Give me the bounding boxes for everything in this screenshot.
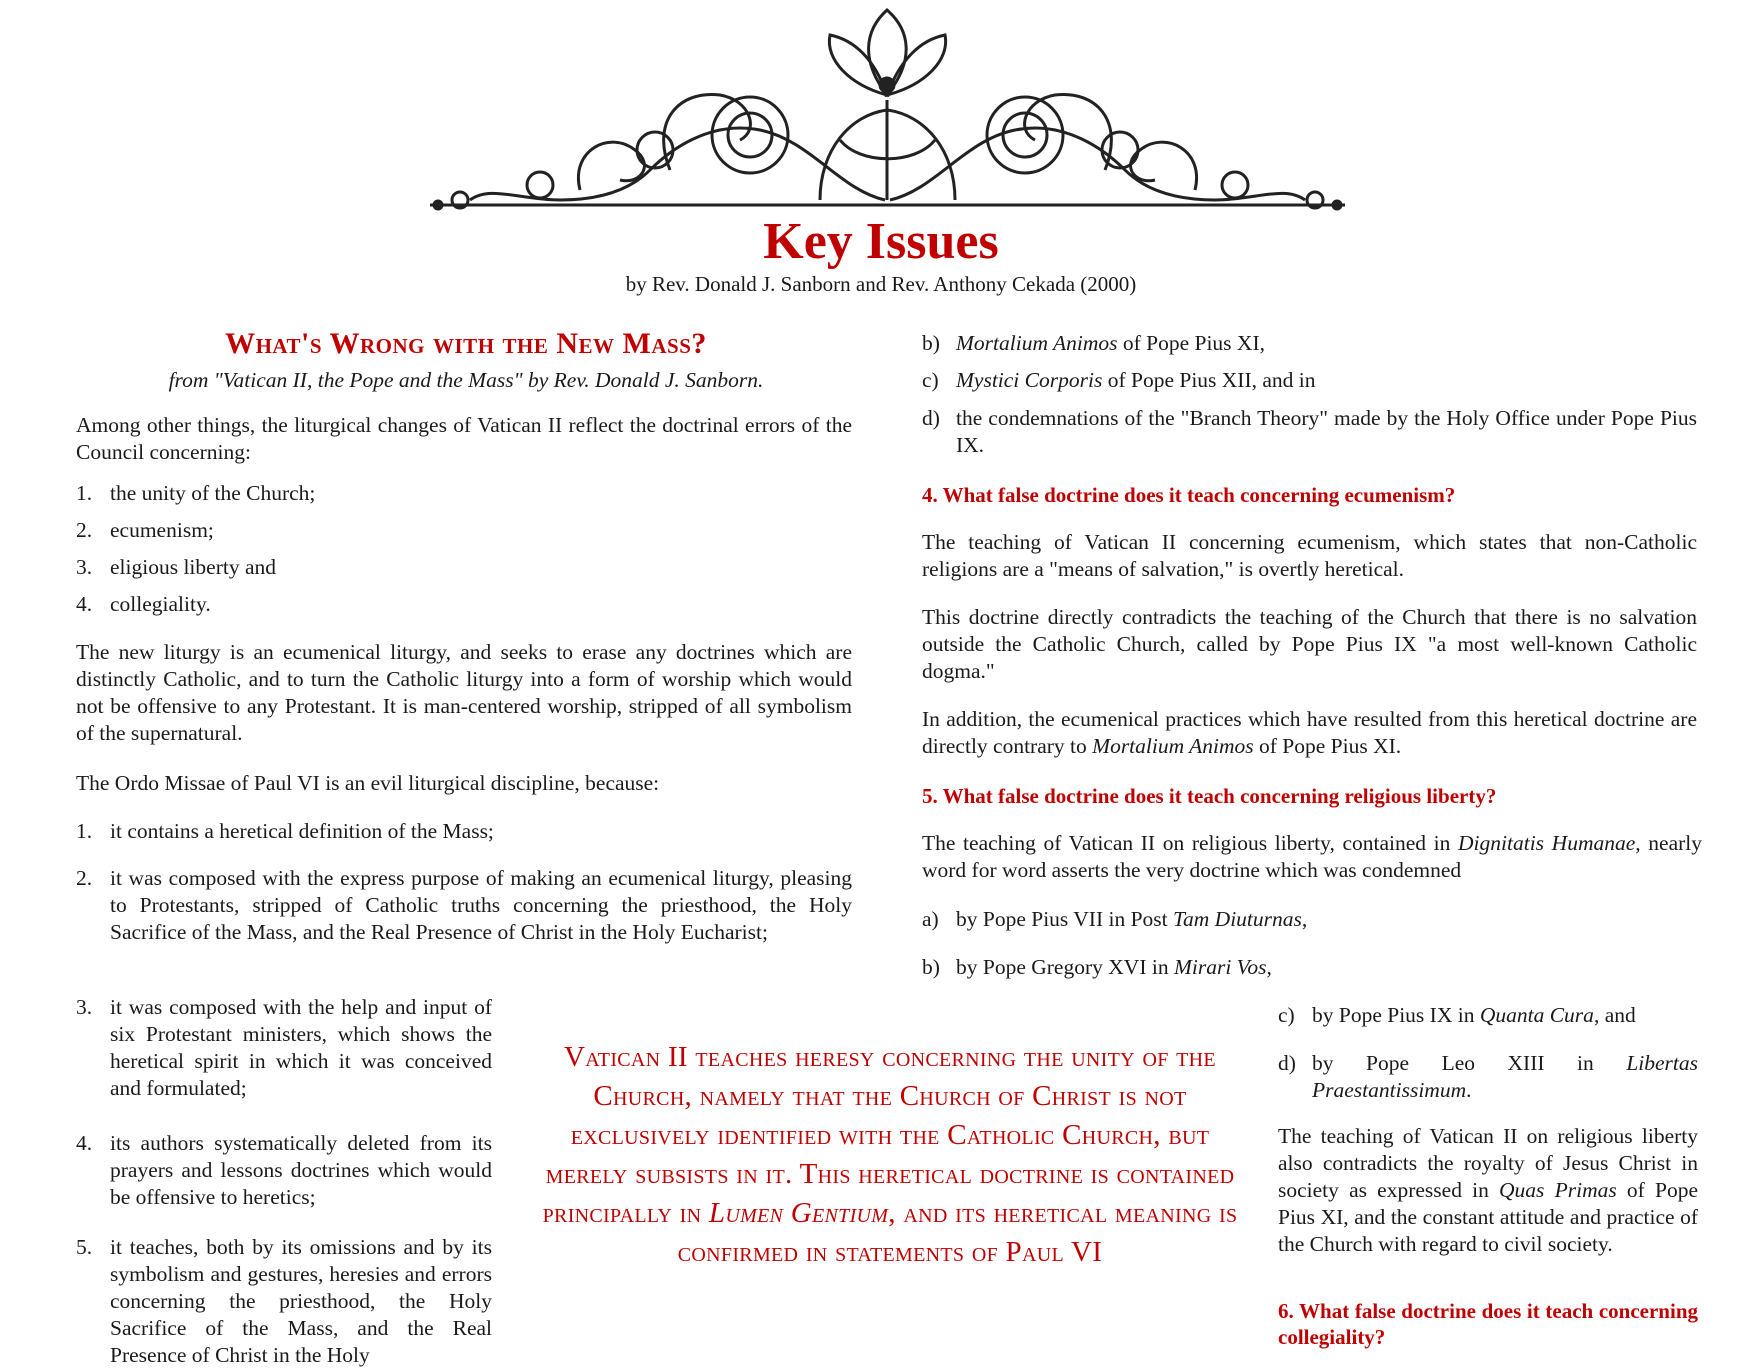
list-item bbox=[76, 554, 852, 581]
section-heading: What's Wrong with the New Mass? bbox=[225, 327, 707, 360]
list-item bbox=[76, 1130, 492, 1211]
q5-paragraph-1 bbox=[922, 830, 1702, 884]
paragraph-text: The teaching of Vatican II concerning ecumenism, which states that non-Catholic religions are a "means of salvation," is overtly heretical. bbox=[922, 530, 1697, 581]
list-text: ecumenism; bbox=[110, 518, 214, 542]
intro-text: Among other things, the liturgical changes of Vatican II reflect the doctrinal errors of the Council concerning: bbox=[76, 413, 852, 464]
list-number: 4. bbox=[76, 592, 93, 616]
document-title: Dignitatis Humanae bbox=[1458, 831, 1636, 855]
list-letter: d) bbox=[922, 406, 940, 430]
page-title: Key Issues bbox=[763, 213, 999, 270]
document-title: Quas Primas bbox=[1499, 1178, 1617, 1202]
list-item bbox=[922, 330, 1697, 357]
list-item bbox=[76, 1234, 492, 1369]
list-letter: b) bbox=[922, 331, 940, 355]
paragraph-text: The teaching of Vatican II on religious liberty also contradicts the royalty of Jesus Christ in society as expressed in bbox=[1278, 1124, 1698, 1202]
ordo-text: The Ordo Missae of Paul VI is an evil liturgical discipline, because: bbox=[76, 771, 660, 795]
list-letter: c) bbox=[1278, 1003, 1295, 1027]
list-text: of Pope Pius XI, bbox=[1117, 331, 1265, 355]
question-5 bbox=[922, 783, 1697, 809]
list-text: it was composed with the express purpose of making an ecumenical liturgy, pleasing to Protestants, stripped of Catholic truths concerning the priesthood, the Holy Sacrifice of the Mass, and the Real Presence of Christ in the Holy Eucharist; bbox=[110, 866, 852, 944]
list-letter: d) bbox=[1278, 1051, 1296, 1075]
pull-quote-text: Vatican II teaches heresy concerning the unity of the Church, namely that the Church of Christ is not exclusively identified with the Catholic Church, but merely subsists in it. This heretical doctrine is contained principally in bbox=[542, 1041, 1235, 1229]
list-text: by Pope Leo XIII in bbox=[1312, 1051, 1627, 1075]
list-text: the unity of the Church; bbox=[110, 481, 316, 505]
list-number: 1. bbox=[76, 481, 93, 505]
list-text-end: , bbox=[1301, 907, 1308, 931]
list-text: its authors systematically deleted from its prayers and lessons doctrines which would be offensive to heretics; bbox=[110, 1131, 492, 1209]
list-text: collegiality. bbox=[110, 592, 211, 616]
list-text: it contains a heretical definition of the Mass; bbox=[110, 819, 494, 843]
list-text-end: , bbox=[1266, 955, 1272, 979]
ordo-paragraph bbox=[76, 770, 852, 797]
list-number: 3. bbox=[76, 555, 93, 579]
list-text: it teaches, both by its omissions and by its symbolism and gestures, heresies and errors concerning the priesthood, the Holy Sacrifice of the Mass, and the Real Presence of Christ in the Holy bbox=[110, 1235, 492, 1367]
byline: by Rev. Donald J. Sanborn and Rev. Anthony Cekada (2000) bbox=[625, 272, 1137, 296]
list-item bbox=[76, 517, 852, 544]
document-title: Mirari Vos bbox=[1173, 955, 1267, 979]
paragraph-text: The teaching of Vatican II on religious liberty, contained in bbox=[922, 831, 1459, 855]
pull-quote-italic: Lumen Gentium bbox=[708, 1197, 889, 1229]
q5-paragraph-2 bbox=[1278, 1123, 1698, 1258]
paragraph-text-end: of Pope Pius XI, and the constant attitude and practice of the Church with regard to civil society. bbox=[1278, 1178, 1699, 1256]
document-title: Tam Diuturnas bbox=[1173, 907, 1302, 931]
list-text: the condemnations of the "Branch Theory" made by the Holy Office under Pope Pius IX. bbox=[956, 406, 1697, 457]
list-text: by Pope Pius IX in bbox=[1312, 1003, 1480, 1027]
paragraph-text-end: of Pope Pius XI. bbox=[1253, 734, 1402, 758]
list-text: of Pope Pius XII, and in bbox=[1102, 368, 1316, 392]
list-item bbox=[76, 818, 852, 845]
list-letter: a) bbox=[922, 907, 939, 931]
list-item bbox=[1278, 1050, 1698, 1104]
list-item bbox=[922, 405, 1697, 459]
list-number: 4. bbox=[76, 1131, 93, 1155]
list-number: 5. bbox=[76, 1235, 93, 1259]
list-text: eligious liberty and bbox=[110, 555, 276, 579]
list-number: 3. bbox=[76, 995, 93, 1019]
question-heading: 4. What false doctrine does it teach concerning ecumenism? bbox=[922, 483, 1456, 507]
liturgy-paragraph bbox=[76, 639, 852, 747]
document-title: Mystici Corporis bbox=[956, 368, 1103, 392]
ornamental-flourish-icon bbox=[420, 0, 1355, 215]
question-heading: 5. What false doctrine does it teach concerning religious liberty? bbox=[922, 784, 1497, 808]
list-item bbox=[922, 906, 1697, 933]
list-text-end: . bbox=[1466, 1078, 1472, 1102]
list-text: by Pope Gregory XVI in bbox=[956, 955, 1174, 979]
list-item bbox=[922, 367, 1697, 394]
question-4 bbox=[922, 482, 1697, 508]
list-item bbox=[76, 591, 852, 618]
list-letter: c) bbox=[922, 368, 939, 392]
paragraph-text-end: , nearly word for word asserts the very doctrine which was condemned bbox=[922, 831, 1703, 882]
question-6 bbox=[1278, 1298, 1698, 1350]
pull-quote bbox=[540, 1038, 1240, 1272]
list-text: it was composed with the help and input of six Protestant ministers, which shows the heretical spirit in which it was conceived and formulated; bbox=[110, 995, 492, 1100]
paragraph-text: This doctrine directly contradicts the teaching of the Church that there is no salvation outside the Catholic Church, called by Pope Pius IX "a most well-known Catholic dogma." bbox=[922, 605, 1697, 683]
list-item bbox=[76, 994, 492, 1102]
document-title: Quanta Cura bbox=[1479, 1003, 1594, 1027]
list-item bbox=[76, 480, 852, 507]
section-subheading: from "Vatican II, the Pope and the Mass" by Rev. Donald J. Sanborn. bbox=[168, 368, 764, 392]
liturgy-text: The new liturgy is an ecumenical liturgy, and seeks to erase any doctrines which are distinctly Catholic, and to turn the Catholic liturgy into a form of worship which would not be offensive to any Protestant. It is man-centered worship, stripped of all symbolism of the supernatural. bbox=[76, 640, 852, 745]
intro-paragraph bbox=[76, 412, 852, 466]
list-number: 2. bbox=[76, 518, 93, 542]
pull-quote-text-end: , and its heretical meaning is confirmed in statements of Paul VI bbox=[677, 1197, 1238, 1268]
q4-paragraph-3 bbox=[922, 706, 1697, 760]
list-letter: b) bbox=[922, 955, 940, 979]
q4-paragraph-1 bbox=[922, 529, 1697, 583]
document-title: Mortalium Animos bbox=[1092, 734, 1254, 758]
document-title: Mortalium Animos bbox=[956, 331, 1118, 355]
question-heading: 6. What false doctrine does it teach concerning collegiality? bbox=[1278, 1299, 1698, 1349]
list-number: 1. bbox=[76, 819, 93, 843]
paragraph-text: In addition, the ecumenical practices which have resulted from this heretical doctrine are directly contrary to bbox=[922, 707, 1697, 758]
list-item bbox=[922, 954, 1697, 981]
list-item bbox=[76, 865, 852, 946]
list-number: 2. bbox=[76, 866, 93, 890]
list-item bbox=[1278, 1002, 1698, 1029]
document-title: Libertas Praestantissimum bbox=[1312, 1051, 1698, 1102]
list-text: by Pope Pius VII in Post bbox=[956, 907, 1174, 931]
list-text-end: , and bbox=[1593, 1003, 1636, 1027]
q4-paragraph-2 bbox=[922, 604, 1697, 685]
